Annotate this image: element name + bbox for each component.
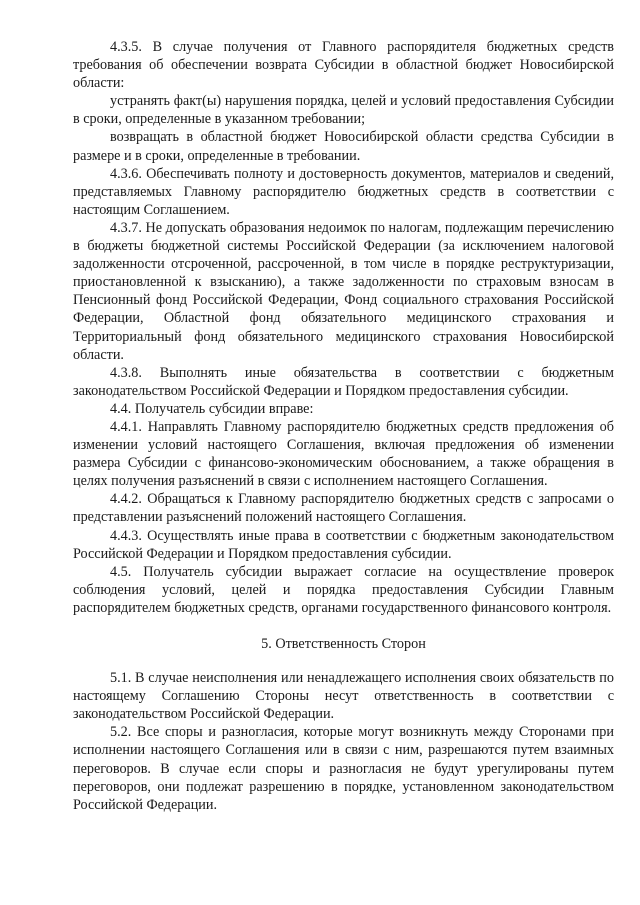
- paragraph-4-4: 4.4. Получатель субсидии вправе:: [110, 400, 314, 417]
- paragraph-4-5: 4.5. Получатель субсидии выражает согласие на осуществление проверок соблюдения условий, целей и порядка предоставления Субсидии Главным распорядителем бюджетных средств, органами государственного финансового контроля.: [73, 563, 614, 616]
- paragraph-4-3-6: 4.3.6. Обеспечивать полноту и достоверность документов, материалов и сведений, представляемых Главному распорядителю бюджетных средств в соответствии с настоящим Соглашением.: [73, 165, 614, 218]
- paragraph-4-4-2: 4.4.2. Обращаться к Главному распорядителю бюджетных средств с запросами о представлении разъяснений положений настоящего Соглашения.: [73, 491, 614, 526]
- document-page: [73, 38, 614, 814]
- paragraph-4-3-7: 4.3.7. Не допускать образования недоимок по налогам, подлежащим перечислению в бюджеты бюджетной системы Российской Федерации (за исключением налоговой задолженности отсроченной, рассроченной, в том числе в порядке реструктуризации, приостановленной к взысканию), а также задолженности по страховым взносам в Пенсионный фонд Российской Федерации, Фонд социального страхования Российской Федерации, Областной фонд обязательного медицинского страхования и Территориальный фонд обязательного медицинского страхования Новосибирской области.: [73, 219, 614, 363]
- paragraph-4-3-5-item-2: возвращать в областной бюджет Новосибирской области средства Субсидии в размере и в сроки, определенные в требовании.: [73, 129, 614, 164]
- paragraph-5-1: 5.1. В случае неисполнения или ненадлежащего исполнения своих обязательств по настоящему Соглашению Стороны несут ответственность в соответствии с законодательством Российской Федерации.: [73, 670, 614, 723]
- paragraph-4-3-5-item-1: устранять факт(ы) нарушения порядка, целей и условий предоставления Субсидии в сроки, определенные в указанном требовании;: [73, 93, 614, 128]
- paragraph-4-3-8: 4.3.8. Выполнять иные обязательства в соответствии с бюджетным законодательством Российской Федерации и Порядком предоставления субсидии.: [73, 364, 614, 399]
- section-heading: 5. Ответственность Сторон: [261, 636, 426, 652]
- paragraph-4-3-5: 4.3.5. В случае получения от Главного распорядителя бюджетных средств требования об обеспечении возврата Субсидии в областной бюджет Новосибирской области:: [73, 39, 614, 92]
- paragraph-4-4-1: 4.4.1. Направлять Главному распорядителю бюджетных средств предложения об изменении условий настоящего Соглашения, включая предложения об изменении размера Субсидии с финансово-экономическим обоснованием, а также обращения в целях получения разъяснений в связи с исполнением настоящего Соглашения.: [73, 418, 614, 490]
- paragraph-4-4-3: 4.4.3. Осуществлять иные права в соответствии с бюджетным законодательством Российской Федерации и Порядком предоставления субсидии.: [73, 527, 614, 562]
- paragraph-5-2: 5.2. Все споры и разногласия, которые могут возникнуть между Сторонами при исполнении настоящего Соглашения или в связи с ним, разрешаются путем взаимных переговоров. В случае если споры и разногласия не будут урегулированы путем переговоров, они подлежат разрешению в порядке, установленном законодательством Российской Федерации.: [73, 724, 614, 813]
